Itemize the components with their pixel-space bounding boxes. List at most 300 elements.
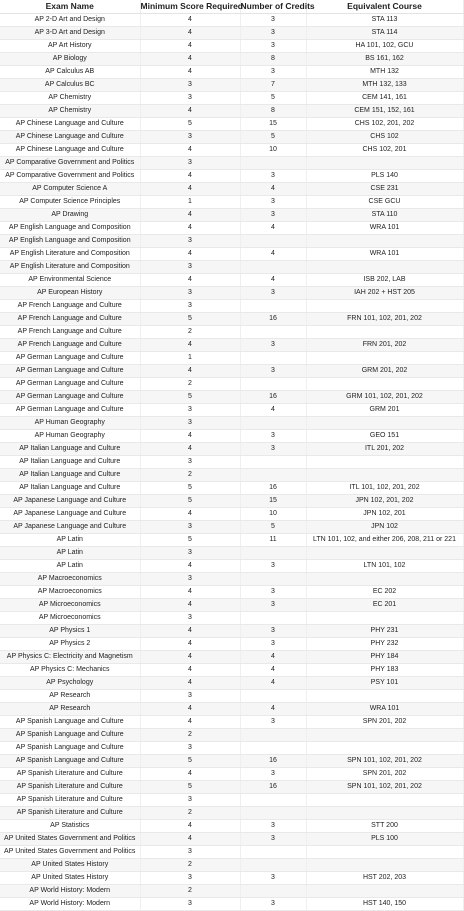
cell-number-of-credits[interactable]: 5 (240, 131, 306, 144)
cell-number-of-credits[interactable] (240, 352, 306, 365)
cell-exam-name[interactable]: AP Chinese Language and Culture (0, 144, 140, 157)
cell-equivalent-course[interactable]: CSE 231 (306, 183, 463, 196)
cell-minimum-score[interactable]: 5 (140, 391, 240, 404)
cell-number-of-credits[interactable]: 4 (240, 404, 306, 417)
cell-minimum-score[interactable]: 4 (140, 586, 240, 599)
cell-number-of-credits[interactable]: 3 (240, 716, 306, 729)
cell-equivalent-course[interactable]: PHY 183 (306, 664, 463, 677)
cell-exam-name[interactable]: AP German Language and Culture (0, 365, 140, 378)
cell-minimum-score[interactable]: 4 (140, 508, 240, 521)
cell-equivalent-course[interactable]: BS 161, 162 (306, 53, 463, 66)
cell-number-of-credits[interactable] (240, 729, 306, 742)
header-number-of-credits[interactable]: Number of Credits (240, 0, 306, 14)
cell-exam-name[interactable]: AP Italian Language and Culture (0, 456, 140, 469)
cell-equivalent-course[interactable] (306, 547, 463, 560)
cell-number-of-credits[interactable]: 3 (240, 365, 306, 378)
cell-minimum-score[interactable]: 4 (140, 365, 240, 378)
cell-equivalent-course[interactable]: ITL 101, 102, 201, 202 (306, 482, 463, 495)
cell-exam-name[interactable]: AP Spanish Literature and Culture (0, 768, 140, 781)
header-equivalent-course[interactable]: Equivalent Course (306, 0, 463, 14)
cell-equivalent-course[interactable]: CEM 141, 161 (306, 92, 463, 105)
cell-minimum-score[interactable]: 4 (140, 625, 240, 638)
cell-minimum-score[interactable]: 3 (140, 404, 240, 417)
cell-number-of-credits[interactable] (240, 547, 306, 560)
cell-number-of-credits[interactable] (240, 885, 306, 898)
cell-equivalent-course[interactable] (306, 417, 463, 430)
cell-minimum-score[interactable]: 2 (140, 885, 240, 898)
cell-minimum-score[interactable]: 4 (140, 27, 240, 40)
cell-equivalent-course[interactable]: PLS 140 (306, 170, 463, 183)
cell-minimum-score[interactable]: 3 (140, 521, 240, 534)
cell-minimum-score[interactable]: 4 (140, 703, 240, 716)
cell-equivalent-course[interactable] (306, 456, 463, 469)
cell-number-of-credits[interactable]: 11 (240, 534, 306, 547)
cell-exam-name[interactable]: AP Human Geography (0, 417, 140, 430)
cell-equivalent-course[interactable] (306, 859, 463, 872)
cell-minimum-score[interactable]: 4 (140, 53, 240, 66)
cell-minimum-score[interactable]: 5 (140, 482, 240, 495)
cell-number-of-credits[interactable]: 3 (240, 638, 306, 651)
cell-number-of-credits[interactable]: 16 (240, 755, 306, 768)
cell-exam-name[interactable]: AP Latin (0, 560, 140, 573)
cell-exam-name[interactable]: AP Research (0, 690, 140, 703)
table-row (0, 339, 463, 352)
cell-exam-name[interactable]: AP World History: Modern (0, 898, 140, 911)
cell-exam-name[interactable]: AP Macroeconomics (0, 586, 140, 599)
cell-number-of-credits[interactable] (240, 300, 306, 313)
cell-number-of-credits[interactable] (240, 846, 306, 859)
cell-exam-name[interactable]: AP Research (0, 703, 140, 716)
cell-equivalent-course[interactable] (306, 378, 463, 391)
cell-equivalent-course[interactable]: WRA 101 (306, 222, 463, 235)
cell-exam-name[interactable]: AP Spanish Literature and Culture (0, 807, 140, 820)
cell-exam-name[interactable]: AP Spanish Language and Culture (0, 729, 140, 742)
cell-exam-name[interactable]: AP French Language and Culture (0, 326, 140, 339)
cell-minimum-score[interactable]: 1 (140, 196, 240, 209)
cell-exam-name[interactable]: AP Calculus BC (0, 79, 140, 92)
cell-number-of-credits[interactable]: 16 (240, 781, 306, 794)
cell-exam-name[interactable]: AP Art History (0, 40, 140, 53)
table-row (0, 313, 463, 326)
cell-exam-name[interactable]: AP Spanish Language and Culture (0, 742, 140, 755)
cell-equivalent-course[interactable]: LTN 101, 102 (306, 560, 463, 573)
header-row (0, 0, 463, 14)
cell-equivalent-course[interactable]: GRM 201, 202 (306, 365, 463, 378)
cell-equivalent-course[interactable] (306, 261, 463, 274)
cell-minimum-score[interactable]: 4 (140, 768, 240, 781)
cell-minimum-score[interactable]: 3 (140, 157, 240, 170)
cell-exam-name[interactable]: AP Latin (0, 534, 140, 547)
cell-number-of-credits[interactable] (240, 794, 306, 807)
cell-minimum-score[interactable]: 5 (140, 534, 240, 547)
cell-equivalent-course[interactable] (306, 612, 463, 625)
cell-number-of-credits[interactable]: 3 (240, 27, 306, 40)
cell-exam-name[interactable]: AP Physics 2 (0, 638, 140, 651)
cell-equivalent-course[interactable] (306, 690, 463, 703)
header-minimum-score[interactable]: Minimum Score Required (140, 0, 240, 14)
cell-minimum-score[interactable]: 2 (140, 469, 240, 482)
cell-number-of-credits[interactable]: 15 (240, 118, 306, 131)
cell-minimum-score[interactable]: 3 (140, 235, 240, 248)
cell-equivalent-course[interactable]: PHY 231 (306, 625, 463, 638)
cell-number-of-credits[interactable]: 8 (240, 105, 306, 118)
cell-exam-name[interactable]: AP Spanish Literature and Culture (0, 794, 140, 807)
cell-number-of-credits[interactable] (240, 742, 306, 755)
cell-equivalent-course[interactable]: FRN 101, 102, 201, 202 (306, 313, 463, 326)
cell-equivalent-course[interactable]: HA 101, 102, GCU (306, 40, 463, 53)
cell-exam-name[interactable]: AP French Language and Culture (0, 313, 140, 326)
cell-equivalent-course[interactable]: SPN 101, 102, 201, 202 (306, 781, 463, 794)
cell-equivalent-course[interactable] (306, 742, 463, 755)
cell-equivalent-course[interactable]: HST 202, 203 (306, 872, 463, 885)
cell-exam-name[interactable]: AP Macroeconomics (0, 573, 140, 586)
cell-minimum-score[interactable]: 3 (140, 92, 240, 105)
cell-exam-name[interactable]: AP Comparative Government and Politics (0, 157, 140, 170)
cell-equivalent-course[interactable]: PHY 184 (306, 651, 463, 664)
cell-number-of-credits[interactable]: 4 (240, 677, 306, 690)
cell-exam-name[interactable]: AP Chemistry (0, 105, 140, 118)
cell-minimum-score[interactable]: 4 (140, 664, 240, 677)
cell-equivalent-course[interactable]: HST 140, 150 (306, 898, 463, 911)
cell-minimum-score[interactable]: 3 (140, 287, 240, 300)
cell-equivalent-course[interactable]: CEM 151, 152, 161 (306, 105, 463, 118)
cell-exam-name[interactable]: AP Human Geography (0, 430, 140, 443)
cell-minimum-score[interactable]: 4 (140, 222, 240, 235)
cell-exam-name[interactable]: AP 3-D Art and Design (0, 27, 140, 40)
cell-equivalent-course[interactable] (306, 729, 463, 742)
cell-number-of-credits[interactable]: 7 (240, 79, 306, 92)
cell-minimum-score[interactable]: 4 (140, 833, 240, 846)
cell-exam-name[interactable]: AP Computer Science Principles (0, 196, 140, 209)
cell-number-of-credits[interactable]: 3 (240, 898, 306, 911)
cell-minimum-score[interactable]: 4 (140, 14, 240, 27)
cell-exam-name[interactable]: AP English Language and Composition (0, 235, 140, 248)
cell-number-of-credits[interactable]: 3 (240, 170, 306, 183)
cell-exam-name[interactable]: AP Chemistry (0, 92, 140, 105)
cell-minimum-score[interactable]: 5 (140, 781, 240, 794)
cell-exam-name[interactable]: AP German Language and Culture (0, 352, 140, 365)
cell-equivalent-course[interactable] (306, 846, 463, 859)
cell-minimum-score[interactable]: 4 (140, 443, 240, 456)
cell-equivalent-course[interactable]: JPN 102 (306, 521, 463, 534)
cell-number-of-credits[interactable] (240, 157, 306, 170)
cell-number-of-credits[interactable] (240, 417, 306, 430)
cell-number-of-credits[interactable]: 3 (240, 625, 306, 638)
cell-number-of-credits[interactable]: 5 (240, 521, 306, 534)
table-row (0, 469, 463, 482)
cell-exam-name[interactable]: AP Comparative Government and Politics (0, 170, 140, 183)
cell-minimum-score[interactable]: 4 (140, 638, 240, 651)
cell-number-of-credits[interactable]: 4 (240, 664, 306, 677)
cell-number-of-credits[interactable]: 3 (240, 339, 306, 352)
cell-number-of-credits[interactable]: 4 (240, 222, 306, 235)
cell-minimum-score[interactable]: 3 (140, 547, 240, 560)
cell-exam-name[interactable]: AP Physics C: Mechanics (0, 664, 140, 677)
cell-minimum-score[interactable]: 4 (140, 677, 240, 690)
cell-minimum-score[interactable]: 4 (140, 430, 240, 443)
cell-equivalent-course[interactable]: STA 110 (306, 209, 463, 222)
cell-number-of-credits[interactable] (240, 690, 306, 703)
cell-number-of-credits[interactable]: 3 (240, 40, 306, 53)
cell-exam-name[interactable]: AP Chinese Language and Culture (0, 118, 140, 131)
cell-minimum-score[interactable]: 4 (140, 144, 240, 157)
header-exam-name[interactable]: Exam Name (0, 0, 140, 14)
cell-number-of-credits[interactable]: 16 (240, 482, 306, 495)
table-row (0, 872, 463, 885)
cell-minimum-score[interactable]: 4 (140, 560, 240, 573)
cell-equivalent-course[interactable]: SPN 101, 102, 201, 202 (306, 755, 463, 768)
cell-number-of-credits[interactable]: 3 (240, 768, 306, 781)
cell-number-of-credits[interactable]: 3 (240, 586, 306, 599)
cell-equivalent-course[interactable]: STT 200 (306, 820, 463, 833)
cell-equivalent-course[interactable]: JPN 102, 201 (306, 508, 463, 521)
table-row (0, 716, 463, 729)
cell-minimum-score[interactable]: 3 (140, 131, 240, 144)
cell-exam-name[interactable]: AP Japanese Language and Culture (0, 508, 140, 521)
cell-number-of-credits[interactable]: 3 (240, 820, 306, 833)
cell-minimum-score[interactable]: 4 (140, 248, 240, 261)
cell-minimum-score[interactable]: 2 (140, 859, 240, 872)
cell-minimum-score[interactable]: 3 (140, 898, 240, 911)
cell-equivalent-course[interactable] (306, 352, 463, 365)
cell-number-of-credits[interactable]: 8 (240, 53, 306, 66)
cell-number-of-credits[interactable]: 3 (240, 287, 306, 300)
cell-exam-name[interactable]: AP English Language and Composition (0, 222, 140, 235)
cell-equivalent-course[interactable] (306, 885, 463, 898)
cell-minimum-score[interactable]: 4 (140, 651, 240, 664)
cell-equivalent-course[interactable]: LTN 101, 102, and either 206, 208, 211 or 221 (306, 534, 463, 547)
cell-exam-name[interactable]: AP Physics C: Electricity and Magnetism (0, 651, 140, 664)
cell-number-of-credits[interactable]: 3 (240, 872, 306, 885)
cell-minimum-score[interactable]: 1 (140, 352, 240, 365)
cell-equivalent-course[interactable] (306, 469, 463, 482)
cell-exam-name[interactable]: AP United States History (0, 872, 140, 885)
cell-exam-name[interactable]: AP Physics 1 (0, 625, 140, 638)
cell-minimum-score[interactable]: 3 (140, 846, 240, 859)
table-row (0, 131, 463, 144)
cell-number-of-credits[interactable]: 4 (240, 703, 306, 716)
cell-number-of-credits[interactable]: 3 (240, 66, 306, 79)
cell-number-of-credits[interactable]: 3 (240, 430, 306, 443)
cell-equivalent-course[interactable]: PHY 232 (306, 638, 463, 651)
cell-exam-name[interactable]: AP Computer Science A (0, 183, 140, 196)
cell-number-of-credits[interactable]: 16 (240, 313, 306, 326)
cell-exam-name[interactable]: AP Chinese Language and Culture (0, 131, 140, 144)
cell-exam-name[interactable]: AP Microeconomics (0, 599, 140, 612)
cell-number-of-credits[interactable]: 3 (240, 443, 306, 456)
cell-number-of-credits[interactable]: 3 (240, 196, 306, 209)
cell-equivalent-course[interactable] (306, 235, 463, 248)
cell-minimum-score[interactable]: 4 (140, 274, 240, 287)
cell-minimum-score[interactable]: 3 (140, 456, 240, 469)
cell-number-of-credits[interactable]: 3 (240, 599, 306, 612)
cell-minimum-score[interactable]: 3 (140, 612, 240, 625)
cell-exam-name[interactable]: AP Italian Language and Culture (0, 443, 140, 456)
cell-minimum-score[interactable]: 4 (140, 40, 240, 53)
cell-number-of-credits[interactable] (240, 326, 306, 339)
cell-exam-name[interactable]: AP 2-D Art and Design (0, 14, 140, 27)
cell-exam-name[interactable]: AP United States Government and Politics (0, 833, 140, 846)
cell-number-of-credits[interactable]: 3 (240, 209, 306, 222)
table-row (0, 534, 463, 547)
cell-equivalent-course[interactable]: SPN 201, 202 (306, 716, 463, 729)
cell-minimum-score[interactable]: 3 (140, 417, 240, 430)
cell-equivalent-course[interactable] (306, 157, 463, 170)
cell-exam-name[interactable]: AP Latin (0, 547, 140, 560)
cell-number-of-credits[interactable] (240, 261, 306, 274)
cell-exam-name[interactable]: AP Drawing (0, 209, 140, 222)
cell-number-of-credits[interactable]: 4 (240, 248, 306, 261)
cell-number-of-credits[interactable]: 4 (240, 183, 306, 196)
table-row (0, 638, 463, 651)
table-row (0, 144, 463, 157)
cell-equivalent-course[interactable]: EC 201 (306, 599, 463, 612)
cell-minimum-score[interactable]: 4 (140, 820, 240, 833)
cell-equivalent-course[interactable]: SPN 201, 202 (306, 768, 463, 781)
cell-exam-name[interactable]: AP German Language and Culture (0, 404, 140, 417)
cell-number-of-credits[interactable]: 4 (240, 651, 306, 664)
cell-minimum-score[interactable]: 3 (140, 261, 240, 274)
table-row (0, 365, 463, 378)
cell-exam-name[interactable]: AP German Language and Culture (0, 391, 140, 404)
cell-equivalent-course[interactable]: GEO 151 (306, 430, 463, 443)
cell-equivalent-course[interactable]: CHS 102 (306, 131, 463, 144)
cell-equivalent-course[interactable]: PLS 100 (306, 833, 463, 846)
cell-number-of-credits[interactable]: 5 (240, 92, 306, 105)
cell-equivalent-course[interactable]: CSE GCU (306, 196, 463, 209)
cell-exam-name[interactable]: AP Spanish Language and Culture (0, 716, 140, 729)
cell-equivalent-course[interactable]: CHS 102, 201, 202 (306, 118, 463, 131)
cell-minimum-score[interactable]: 4 (140, 66, 240, 79)
cell-equivalent-course[interactable]: GRM 201 (306, 404, 463, 417)
cell-exam-name[interactable]: AP Japanese Language and Culture (0, 521, 140, 534)
cell-equivalent-course[interactable]: FRN 201, 202 (306, 339, 463, 352)
cell-minimum-score[interactable]: 5 (140, 313, 240, 326)
cell-exam-name[interactable]: AP English Literature and Composition (0, 261, 140, 274)
cell-number-of-credits[interactable] (240, 456, 306, 469)
cell-exam-name[interactable]: AP European History (0, 287, 140, 300)
cell-equivalent-course[interactable]: EC 202 (306, 586, 463, 599)
cell-exam-name[interactable]: AP Japanese Language and Culture (0, 495, 140, 508)
table-row (0, 885, 463, 898)
cell-minimum-score[interactable]: 3 (140, 690, 240, 703)
cell-minimum-score[interactable]: 3 (140, 742, 240, 755)
cell-exam-name[interactable]: AP Spanish Literature and Culture (0, 781, 140, 794)
table-row (0, 573, 463, 586)
cell-number-of-credits[interactable]: 10 (240, 144, 306, 157)
cell-minimum-score[interactable]: 2 (140, 807, 240, 820)
cell-minimum-score[interactable]: 4 (140, 105, 240, 118)
cell-minimum-score[interactable]: 5 (140, 118, 240, 131)
cell-exam-name[interactable]: AP Spanish Language and Culture (0, 755, 140, 768)
cell-exam-name[interactable]: AP United States History (0, 859, 140, 872)
cell-equivalent-course[interactable]: GRM 101, 102, 201, 202 (306, 391, 463, 404)
cell-equivalent-course[interactable]: STA 114 (306, 27, 463, 40)
table-row (0, 612, 463, 625)
table-row (0, 456, 463, 469)
cell-equivalent-course[interactable] (306, 326, 463, 339)
cell-minimum-score[interactable]: 3 (140, 573, 240, 586)
cell-exam-name[interactable]: AP French Language and Culture (0, 300, 140, 313)
cell-exam-name[interactable]: AP Biology (0, 53, 140, 66)
cell-equivalent-course[interactable]: WRA 101 (306, 703, 463, 716)
cell-exam-name[interactable]: AP Microeconomics (0, 612, 140, 625)
cell-equivalent-course[interactable]: IAH 202 + HST 205 (306, 287, 463, 300)
cell-number-of-credits[interactable] (240, 807, 306, 820)
cell-exam-name[interactable]: AP Italian Language and Culture (0, 469, 140, 482)
cell-equivalent-course[interactable]: CHS 102, 201 (306, 144, 463, 157)
cell-number-of-credits[interactable]: 3 (240, 560, 306, 573)
cell-equivalent-course[interactable]: WRA 101 (306, 248, 463, 261)
cell-number-of-credits[interactable]: 3 (240, 833, 306, 846)
cell-minimum-score[interactable]: 3 (140, 794, 240, 807)
cell-minimum-score[interactable]: 4 (140, 183, 240, 196)
cell-equivalent-course[interactable]: STA 113 (306, 14, 463, 27)
cell-number-of-credits[interactable]: 4 (240, 274, 306, 287)
cell-minimum-score[interactable]: 3 (140, 872, 240, 885)
cell-minimum-score[interactable]: 4 (140, 170, 240, 183)
table-row (0, 300, 463, 313)
cell-minimum-score[interactable]: 3 (140, 79, 240, 92)
cell-equivalent-course[interactable]: JPN 102, 201, 202 (306, 495, 463, 508)
cell-equivalent-course[interactable] (306, 573, 463, 586)
cell-exam-name[interactable]: AP World History: Modern (0, 885, 140, 898)
cell-equivalent-course[interactable] (306, 794, 463, 807)
cell-number-of-credits[interactable] (240, 469, 306, 482)
cell-equivalent-course[interactable] (306, 300, 463, 313)
cell-exam-name[interactable]: AP Statistics (0, 820, 140, 833)
cell-equivalent-course[interactable]: MTH 132 (306, 66, 463, 79)
cell-equivalent-course[interactable]: MTH 132, 133 (306, 79, 463, 92)
cell-minimum-score[interactable]: 4 (140, 339, 240, 352)
cell-exam-name[interactable]: AP German Language and Culture (0, 378, 140, 391)
cell-equivalent-course[interactable]: PSY 101 (306, 677, 463, 690)
cell-exam-name[interactable]: AP Environmental Science (0, 274, 140, 287)
cell-minimum-score[interactable]: 2 (140, 729, 240, 742)
table-row (0, 781, 463, 794)
cell-minimum-score[interactable]: 4 (140, 599, 240, 612)
cell-equivalent-course[interactable] (306, 807, 463, 820)
cell-minimum-score[interactable]: 2 (140, 326, 240, 339)
cell-exam-name[interactable]: AP Psychology (0, 677, 140, 690)
cell-minimum-score[interactable]: 5 (140, 755, 240, 768)
cell-number-of-credits[interactable] (240, 378, 306, 391)
cell-number-of-credits[interactable]: 3 (240, 14, 306, 27)
cell-number-of-credits[interactable] (240, 235, 306, 248)
cell-exam-name[interactable]: AP French Language and Culture (0, 339, 140, 352)
table-row (0, 521, 463, 534)
cell-equivalent-course[interactable]: ITL 201, 202 (306, 443, 463, 456)
cell-number-of-credits[interactable] (240, 573, 306, 586)
cell-minimum-score[interactable]: 5 (140, 495, 240, 508)
table-row (0, 495, 463, 508)
cell-number-of-credits[interactable]: 16 (240, 391, 306, 404)
cell-minimum-score[interactable]: 4 (140, 209, 240, 222)
cell-exam-name[interactable]: AP Italian Language and Culture (0, 482, 140, 495)
cell-minimum-score[interactable]: 4 (140, 716, 240, 729)
cell-equivalent-course[interactable]: ISB 202, LAB (306, 274, 463, 287)
cell-exam-name[interactable]: AP Calculus AB (0, 66, 140, 79)
table-row (0, 157, 463, 170)
cell-exam-name[interactable]: AP United States Government and Politics (0, 846, 140, 859)
cell-number-of-credits[interactable] (240, 612, 306, 625)
cell-number-of-credits[interactable] (240, 859, 306, 872)
cell-minimum-score[interactable]: 2 (140, 378, 240, 391)
cell-minimum-score[interactable]: 3 (140, 300, 240, 313)
cell-exam-name[interactable]: AP English Literature and Composition (0, 248, 140, 261)
cell-number-of-credits[interactable]: 15 (240, 495, 306, 508)
cell-number-of-credits[interactable]: 10 (240, 508, 306, 521)
